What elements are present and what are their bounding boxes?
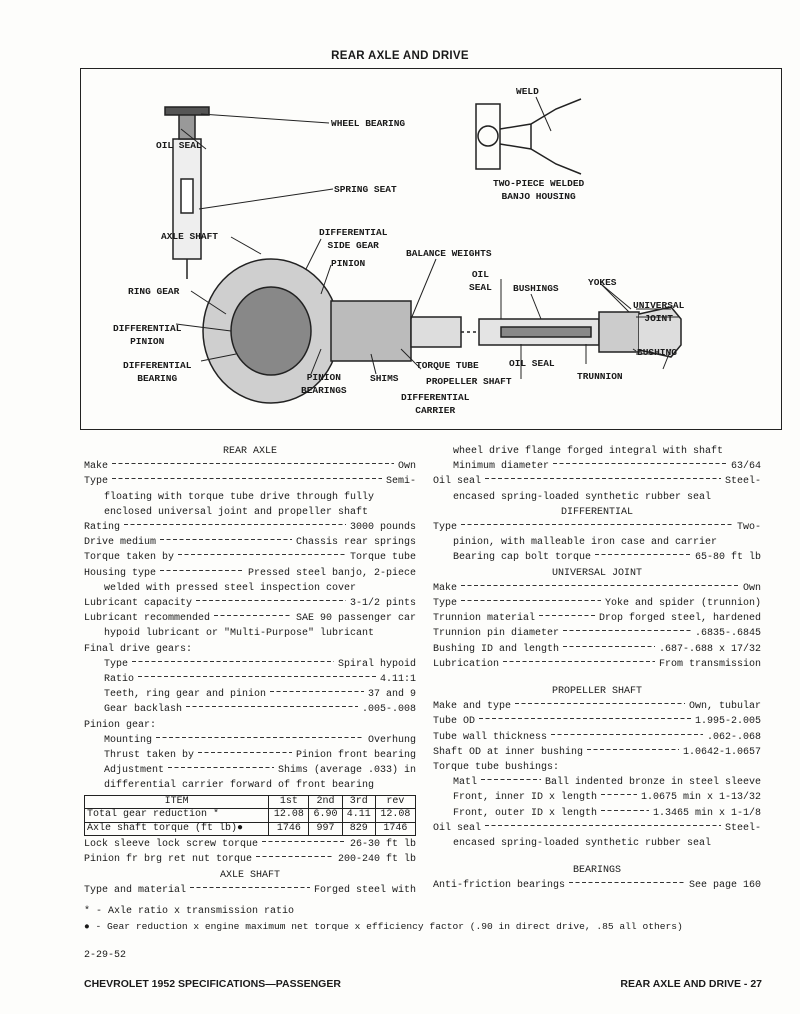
left-column: [84, 444, 416, 898]
label-differential-bearing: DIFFERENTIAL BEARING: [123, 360, 192, 384]
label-spring-seat: SPRING SEAT: [334, 184, 397, 195]
label-differential-side-gear: DIFFERENTIAL SIDE GEAR: [319, 227, 388, 251]
propeller-shaft-heading: PROPELLER SHAFT: [551, 686, 642, 698]
footnote-axle-ratio: * - Axle ratio x transmission ratio: [84, 906, 295, 917]
label-axle-shaft: AXLE SHAFT: [161, 231, 219, 242]
spec-row: Trunnion material Drop forged steel, hardened: [433, 613, 761, 625]
spec-row: Tube OD 1.995-2.005: [433, 716, 761, 728]
label-differential-carrier: DIFFERENTIAL CARRIER: [401, 392, 470, 416]
label-yokes: YOKES: [588, 277, 617, 288]
label-ring-gear: RING GEAR: [128, 286, 180, 297]
universal-joint-heading: UNIVERSAL JOINT: [551, 567, 642, 579]
spec-continuation: enclosed universal joint and propeller shaft: [104, 506, 369, 518]
spec-continuation: encased spring-loaded synthetic rubber seal: [453, 491, 712, 503]
spec-row: Housing type Pressed steel banjo, 2-piece: [84, 567, 416, 579]
spec-continuation: floating with torque tube drive through fully: [104, 491, 375, 503]
spec-row: Bearing cap bolt torque 65-80 ft lb: [453, 552, 761, 564]
gear-reduction-table: [84, 795, 416, 837]
table-row: Total gear reduction * 12.08 6.90 4.11 12.08: [85, 809, 416, 823]
footer-right: REAR AXLE AND DRIVE - 27: [620, 978, 762, 990]
spec-row: Type Spiral hypoid: [104, 658, 416, 670]
label-differential-pinion: DIFFERENTIAL PINION: [113, 323, 182, 347]
spec-row: Lubricant recommended SAE 90 passenger car: [84, 613, 416, 625]
spec-row: Minimum diameter 63/64: [453, 461, 761, 473]
spec-row: Lubricant capacity 3-1/2 pints: [84, 598, 416, 610]
bearings-heading: BEARINGS: [572, 865, 621, 877]
label-weld: WELD: [516, 86, 539, 97]
spec-row: Thrust taken by Pinion front bearing: [104, 750, 416, 762]
label-universal-joint: UNIVERSAL JOINT: [633, 300, 685, 324]
label-propeller-shaft: PROPELLER SHAFT: [426, 376, 512, 387]
label-pinion: PINION: [331, 258, 366, 269]
label-bushing: BUSHING: [637, 347, 677, 358]
spec-row: Oil seal Steel-: [433, 822, 761, 834]
spec-row: Adjustment Shims (average .033) in: [104, 765, 416, 777]
table-row: Axle shaft torque (ft lb)● 1746 997 829 1746: [85, 822, 416, 836]
spec-row: Tube wall thickness .062-.068: [433, 731, 761, 743]
spec-row: Make and type Own, tubular: [433, 701, 761, 713]
spec-row: Lubrication From transmission: [433, 658, 761, 670]
label-balance-weights: BALANCE WEIGHTS: [406, 248, 492, 259]
spec-row: Type Yoke and spider (trunnion): [433, 598, 761, 610]
rear-axle-heading: REAR AXLE: [222, 446, 277, 457]
spec-row: Mounting Overhung: [104, 734, 416, 746]
rear-axle-diagram: [80, 68, 782, 430]
spec-row: Trunnion pin diameter .6835-.6845: [433, 628, 761, 640]
spec-continuation: wheel drive flange forged integral with shaft: [453, 446, 724, 457]
spec-row: Lock sleeve lock screw torque 26-30 ft lb: [84, 839, 416, 851]
label-pinion-bearings: PINION BEARINGS: [301, 372, 347, 396]
label-wheel-bearing: WHEEL BEARING: [331, 118, 406, 129]
label-oil-seal-2: OIL SEAL: [469, 269, 492, 293]
spec-row: Make Own: [84, 461, 416, 473]
spec-row: Make Own: [433, 582, 761, 594]
table-header-row: ITEM 1st 2nd 3rd rev: [85, 795, 416, 809]
torque-tube-bushings-label: Torque tube bushings:: [433, 762, 560, 774]
spec-row: Bushing ID and length .687-.688 x 17/32: [433, 643, 761, 655]
spec-row: Rating 3000 pounds: [84, 522, 416, 534]
spec-row: Matl Ball indented bronze in steel sleeve: [453, 777, 761, 789]
pinion-gear-label: Pinion gear:: [84, 719, 157, 731]
spec-row: Anti-friction bearings See page 160: [433, 880, 761, 892]
spec-row: Pinion fr brg ret nut torque 200-240 ft lb: [84, 854, 416, 866]
spec-row: Drive medium Chassis rear springs: [84, 537, 416, 549]
spec-continuation: hypoid lubricant or "Multi-Purpose" lubricant: [104, 628, 375, 640]
spec-row: Gear backlash .005-.008: [104, 704, 416, 716]
label-torque-tube: TORQUE TUBE: [416, 360, 479, 371]
footnote-gear-reduction: ● - Gear reduction x engine maximum net torque x efficiency factor (.90 in direct drive, .85 all others): [84, 921, 683, 932]
differential-heading: DIFFERENTIAL: [560, 506, 633, 518]
footer-left: CHEVROLET 1952 SPECIFICATIONS—PASSENGER: [84, 978, 341, 990]
spec-row: Ratio 4.11:1: [104, 674, 416, 686]
spec-continuation: encased spring-loaded synthetic rubber seal: [453, 838, 712, 850]
label-oil-seal-3: OIL SEAL: [509, 358, 555, 369]
page-date: 2-29-52: [84, 950, 127, 961]
spec-row: Shaft OD at inner bushing 1.0642-1.0657: [433, 746, 761, 758]
spec-row: Oil seal Steel-: [433, 476, 761, 488]
label-oil-seal: OIL SEAL: [156, 140, 202, 151]
final-drive-label: Final drive gears:: [84, 643, 193, 655]
page-title: REAR AXLE AND DRIVE: [331, 50, 469, 62]
spec-continuation: differential carrier forward of front bearing: [104, 780, 375, 792]
spec-row: Front, inner ID x length 1.0675 min x 1-13/32: [453, 792, 761, 804]
spec-row: Front, outer ID x length 1.3465 min x 1-1/8: [453, 807, 761, 819]
axle-shaft-heading: AXLE SHAFT: [219, 869, 280, 881]
label-shims: SHIMS: [370, 373, 399, 384]
right-column: [433, 444, 761, 894]
spec-row: Type Two-: [433, 522, 761, 534]
spec-row: Teeth, ring gear and pinion 37 and 9: [104, 689, 416, 701]
spec-row: Type Semi-: [84, 476, 416, 488]
spec-continuation: welded with pressed steel inspection cover: [104, 582, 357, 594]
label-banjo-housing: TWO-PIECE WELDED BANJO HOUSING: [493, 178, 585, 202]
spec-continuation: pinion, with malleable iron case and carrier: [453, 537, 718, 549]
spec-row: Type and material Forged steel with: [84, 884, 416, 896]
label-trunnion: TRUNNION: [577, 371, 623, 382]
label-bushings: BUSHINGS: [513, 283, 559, 294]
spec-row: Torque taken by Torque tube: [84, 552, 416, 564]
